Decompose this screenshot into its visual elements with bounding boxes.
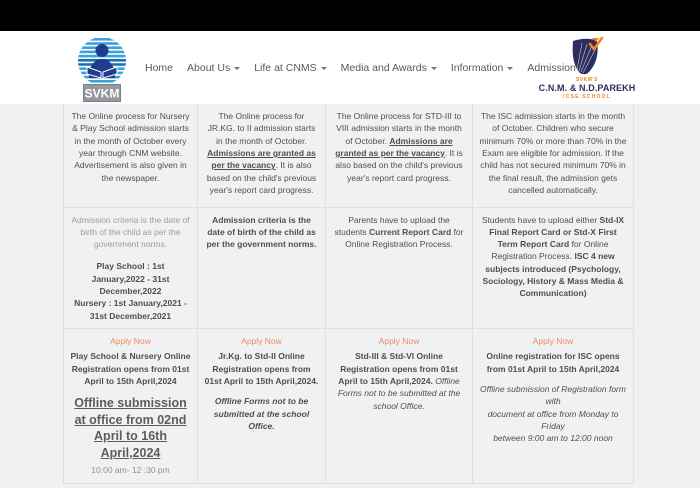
nav-label: About Us (187, 61, 231, 74)
text-segment: Admission criteria is the date of birth of the child as per the government norms. (71, 214, 190, 250)
nav-list (138, 62, 593, 74)
admissions-content (0, 104, 700, 488)
text-segment: Admissions are granted as per the vacancy (207, 147, 316, 171)
text-segment: Std-III & Std-VI Online Registration opens from 01st April to 15th April,2024. (338, 351, 458, 386)
table-cell (64, 207, 198, 329)
table-row-process (64, 104, 634, 207)
text-segment: Admission criteria is the date of birth of the child as per the government norms. (206, 214, 317, 250)
cell-paragraph (70, 260, 191, 322)
text-segment: 10:00 am- 12 :30 pm (91, 465, 170, 476)
svkm-logo-icon (75, 34, 129, 104)
text-segment: The Online process for STD-III to VIII admission starts in the month of October. (336, 111, 462, 146)
nav-item-media-and-awards[interactable] (334, 62, 444, 74)
text-segment: for Online Registration Process. (491, 239, 609, 262)
apply-now-link[interactable]: Apply Now (378, 336, 420, 346)
svg-text:SVKM: SVKM (84, 86, 120, 101)
table-cell (326, 329, 473, 484)
text-segment: Offline submission at office from 02nd April to 16th April,2024 (74, 396, 187, 460)
chevron-down-icon (431, 67, 437, 70)
main-nav (138, 31, 593, 104)
text-segment: Play School & Nursery Online Registration opens from 01st April to 15th April,2024 (70, 351, 191, 386)
nav-item-life-at-cnms[interactable] (247, 62, 333, 74)
table-cell (326, 207, 473, 329)
text-segment: Students have to upload either (481, 214, 600, 225)
table-cell (326, 104, 473, 207)
cell-paragraph (204, 214, 319, 251)
apply-now-link[interactable]: Apply Now (110, 336, 151, 346)
navbar (0, 31, 700, 104)
apply-now-row (204, 335, 319, 347)
table-cell (64, 329, 198, 484)
table-cell (473, 207, 634, 329)
chevron-down-icon (321, 67, 327, 70)
nav-label: Home (145, 61, 174, 74)
table-row-criteria (64, 207, 634, 329)
cell-paragraph (332, 110, 466, 184)
nav-label: Admission (527, 61, 576, 74)
text-segment: Parents have to upload the students (334, 214, 450, 237)
apply-now-link[interactable]: Apply Now (241, 336, 282, 346)
cell-paragraph (70, 214, 191, 251)
nav-label: Life at CNMS (254, 61, 317, 74)
svkm-logo[interactable] (75, 34, 129, 104)
text-segment: Jr.Kg. to Std-II Online Registration opens from 01st April to 15th April,2024. (204, 351, 319, 386)
table-cell (198, 329, 326, 484)
table-cell (473, 329, 634, 484)
cell-paragraph (479, 350, 627, 375)
text-segment: The Online process for Nursery & Play School admission starts in the month of October every year through CNM website. Advertisement is also given in the newspaper. (71, 111, 190, 183)
school-shield-icon (566, 36, 608, 78)
text-segment: Online registration for ISC opens from 01st April to 15th April,2024 (486, 351, 620, 374)
cell-paragraph (479, 383, 627, 445)
school-logo-top-text: SVKM'S (576, 77, 598, 83)
cell-paragraph (204, 350, 319, 387)
cell-paragraph (70, 110, 191, 184)
text-segment: Nursery : 1st January,2021 - 31st December,2021 (74, 298, 187, 321)
cell-paragraph (332, 214, 466, 251)
nav-label: Information (450, 61, 504, 74)
text-segment: between 9:00 am to 12:00 noon (493, 433, 613, 444)
text-segment: document at office from Monday to Friday (487, 408, 619, 431)
apply-now-link[interactable]: Apply Now (532, 336, 574, 346)
text-segment: The ISC admission starts in the month of October. Children who secure minimum 70% or more than 70% in the Exam are eligible for admission. If the child has not secured minimum 70% in the final result, the admission gets cancelled automatically. (479, 111, 627, 195)
table-cell (473, 104, 634, 207)
text-segment: Play School : 1st January,2022 - 31st December,2022 (91, 261, 170, 297)
table-cell (198, 207, 326, 329)
text-segment: Std-IX Final Report Card or Std-X First Term Report Card (489, 214, 625, 250)
text-segment: for Online Registration Process. (345, 226, 464, 250)
apply-now-row (70, 335, 191, 347)
cell-paragraph (70, 395, 191, 461)
school-logo-sub-text: ICSE SCHOOL (563, 94, 611, 100)
text-segment: Offline Forms not to be submitted at the school Office. (213, 396, 310, 431)
cell-paragraph (479, 110, 627, 196)
text-segment: Offline submission of Registration form with (480, 383, 626, 407)
letterbox-top (0, 0, 700, 31)
school-logo[interactable] (527, 36, 647, 100)
nav-item-information[interactable] (444, 62, 521, 74)
cell-paragraph (70, 464, 191, 476)
chevron-down-icon (507, 67, 513, 70)
nav-item-about-us[interactable] (180, 62, 247, 74)
cell-paragraph (332, 350, 466, 412)
school-logo-name: C.N.M. & N.D.PAREKH (538, 83, 636, 93)
cell-paragraph (204, 395, 319, 432)
admissions-table (63, 104, 634, 484)
cell-paragraph (204, 110, 319, 196)
text-segment: ISC 4 new subjects introduced (Psychology, Sociology, History & Mass Media & Communication) (482, 251, 624, 299)
cell-paragraph (70, 350, 191, 387)
text-segment: . It is also based on the child's previous year's report card progress. (335, 147, 463, 183)
text-segment: The Online process for JR.KG. to II admission starts in the month of October. (207, 111, 316, 146)
text-segment: Current Report Card (369, 226, 452, 237)
table-cell (64, 104, 198, 207)
chevron-down-icon (234, 67, 240, 70)
apply-now-row (479, 335, 627, 347)
cell-paragraph (479, 214, 627, 300)
apply-now-row (332, 335, 466, 347)
text-segment: . It is also based on the child's previous year's report card progress. (206, 160, 317, 195)
text-segment: Admissions are granted as per the vacancy (335, 135, 453, 158)
text-segment: Offline Forms not to be submitted at the school Office. (337, 375, 461, 411)
nav-label: Media and Awards (340, 61, 427, 74)
table-row-apply (64, 329, 634, 484)
table-cell (198, 104, 326, 207)
nav-item-home[interactable] (138, 62, 180, 74)
